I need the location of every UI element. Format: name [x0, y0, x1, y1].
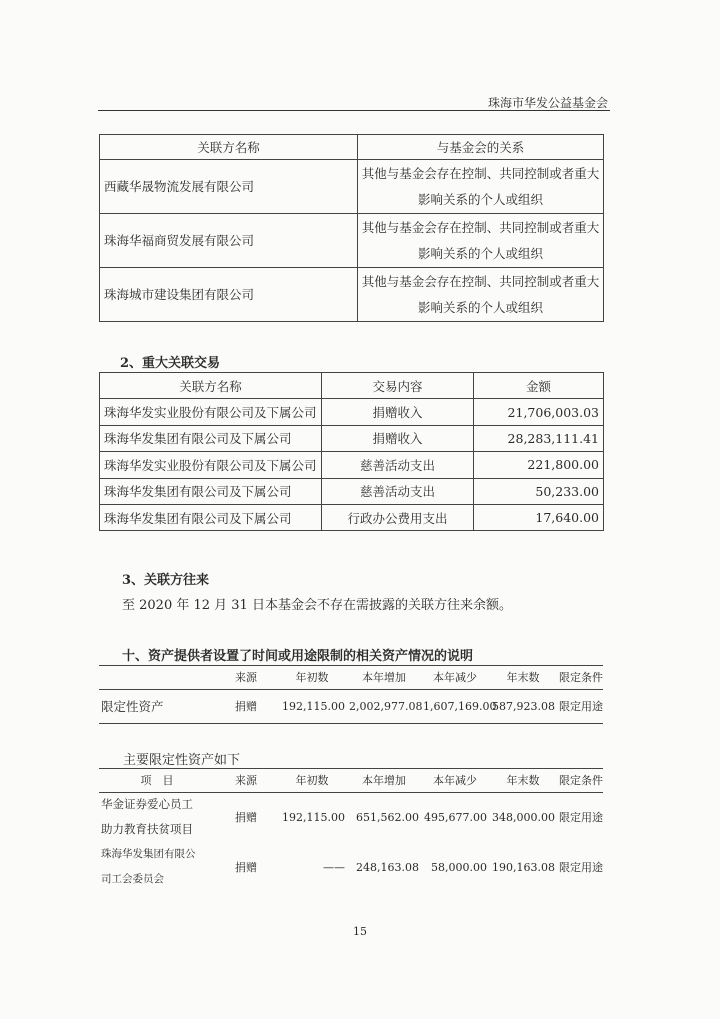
party-name-cell: 珠海城市建设集团有限公司 [100, 268, 358, 322]
column-header: 交易内容 [322, 373, 474, 399]
column-header: 本年增加 [362, 774, 406, 787]
decrease-cell: 495,677.00 [424, 810, 487, 824]
party-cell: 珠海华发实业股份有限公司及下属公司 [100, 399, 322, 425]
item-cell: 限定性资产 [101, 699, 164, 714]
content-cell: 慈善活动支出 [322, 478, 474, 504]
source-cell: 捐赠 [235, 860, 257, 874]
header-org-name: 珠海市华发公益基金会 [487, 96, 608, 110]
table-row [100, 478, 604, 504]
column-header: 年末数 [506, 671, 540, 684]
column-header: 关联方名称 [100, 373, 322, 399]
project-cell [99, 792, 215, 842]
table-rule [99, 792, 603, 793]
content-cell: 捐赠收入 [322, 425, 474, 451]
table-header-row [100, 373, 604, 399]
party-cell: 珠海华发集团有限公司及下属公司 [100, 478, 322, 504]
condition-cell: 限定用途 [559, 860, 603, 874]
amount-cell: 28,283,111.41 [474, 425, 604, 451]
sub-heading: 主要限定性资产如下 [123, 753, 241, 768]
table-row [100, 504, 604, 530]
content-cell: 捐赠收入 [322, 399, 474, 425]
column-header: 项 目 [140, 774, 174, 787]
increase-cell: 248,163.08 [356, 860, 419, 874]
table-header-row [99, 768, 603, 792]
begin-cell: 192,115.00 [282, 810, 345, 824]
column-header: 金额 [474, 373, 604, 399]
increase-cell: 651,562.00 [356, 810, 419, 824]
table-rule [99, 665, 603, 666]
table-row [100, 160, 604, 214]
table-rule [99, 768, 603, 769]
table-row [99, 689, 603, 723]
content-cell: 慈善活动支出 [322, 452, 474, 478]
main-restricted-assets-table [99, 768, 603, 892]
table-row [100, 399, 604, 425]
column-header: 限定条件 [559, 774, 603, 787]
project-name-line: 珠海华发集团有限公 [101, 848, 196, 860]
column-header: 年初数 [295, 671, 329, 684]
table-row [100, 268, 604, 322]
source-cell: 捐赠 [235, 810, 257, 824]
party-cell: 珠海华发集团有限公司及下属公司 [100, 425, 322, 451]
section-title: 十、资产提供者设置了时间或用途限制的相关资产情况的说明 [122, 649, 474, 664]
increase-cell: 2,002,977.08 [349, 699, 423, 713]
major-transactions-table [99, 372, 604, 531]
relation-cell: 其他与基金会存在控制、共同控制或者重大影响关系的个人或组织 [358, 214, 604, 268]
table-header-row [100, 135, 604, 160]
source-cell: 捐赠 [235, 700, 257, 713]
party-name-cell: 珠海华福商贸发展有限公司 [100, 214, 358, 268]
end-cell: 348,000.00 [492, 810, 555, 824]
table-rule [99, 723, 603, 724]
begin-cell: —— [323, 860, 345, 874]
table-row [100, 425, 604, 451]
table-rule [99, 689, 603, 690]
project-name-line: 司工会委员会 [101, 873, 164, 885]
table-row [99, 842, 603, 892]
decrease-cell: 1,607,169.00 [423, 699, 497, 713]
end-cell: 587,923.08 [492, 699, 555, 713]
amount-cell: 17,640.00 [474, 504, 604, 530]
restricted-assets-table [99, 665, 603, 723]
column-header: 本年减少 [433, 671, 477, 684]
column-header: 年末数 [506, 774, 540, 787]
column-header: 限定条件 [559, 671, 603, 684]
page-number: 15 [353, 925, 367, 938]
decrease-cell: 58,000.00 [431, 860, 487, 874]
condition-cell: 限定用途 [559, 810, 603, 824]
column-header: 本年减少 [433, 774, 477, 787]
column-header: 与基金会的关系 [358, 135, 604, 160]
party-name-cell: 西藏华晟物流发展有限公司 [100, 160, 358, 214]
amount-cell: 21,706,003.03 [474, 399, 604, 425]
amount-cell: 221,800.00 [474, 452, 604, 478]
relation-cell: 其他与基金会存在控制、共同控制或者重大影响关系的个人或组织 [358, 160, 604, 214]
column-header: 本年增加 [362, 671, 406, 684]
column-header [99, 665, 215, 689]
project-cell [99, 842, 215, 892]
section-title: 3、关联方往来 [122, 573, 210, 588]
begin-cell: 192,115.00 [282, 699, 345, 713]
section-title: 2、重大关联交易 [120, 356, 221, 371]
project-name-line: 助力教育扶贫项目 [101, 822, 193, 836]
content-cell: 行政办公费用支出 [322, 504, 474, 530]
table-header-row [99, 665, 603, 689]
amount-cell: 50,233.00 [474, 478, 604, 504]
header-rule [98, 110, 610, 111]
column-header: 来源 [235, 671, 257, 684]
column-header: 关联方名称 [100, 135, 358, 160]
party-cell: 珠海华发集团有限公司及下属公司 [100, 504, 322, 530]
party-cell: 珠海华发实业股份有限公司及下属公司 [100, 452, 322, 478]
condition-cell: 限定用途 [559, 700, 603, 713]
section-paragraph: 至 2020 年 12 月 31 日本基金会不存在需披露的关联方往来余额。 [122, 598, 512, 613]
end-cell: 190,163.08 [492, 860, 555, 874]
table-row [100, 214, 604, 268]
project-name-line: 华金证券爱心员工 [101, 797, 193, 811]
relation-cell: 其他与基金会存在控制、共同控制或者重大影响关系的个人或组织 [358, 268, 604, 322]
column-header: 来源 [235, 774, 257, 787]
table-row [100, 452, 604, 478]
table-row [99, 792, 603, 842]
related-parties-table [99, 134, 604, 322]
column-header: 年初数 [295, 774, 329, 787]
